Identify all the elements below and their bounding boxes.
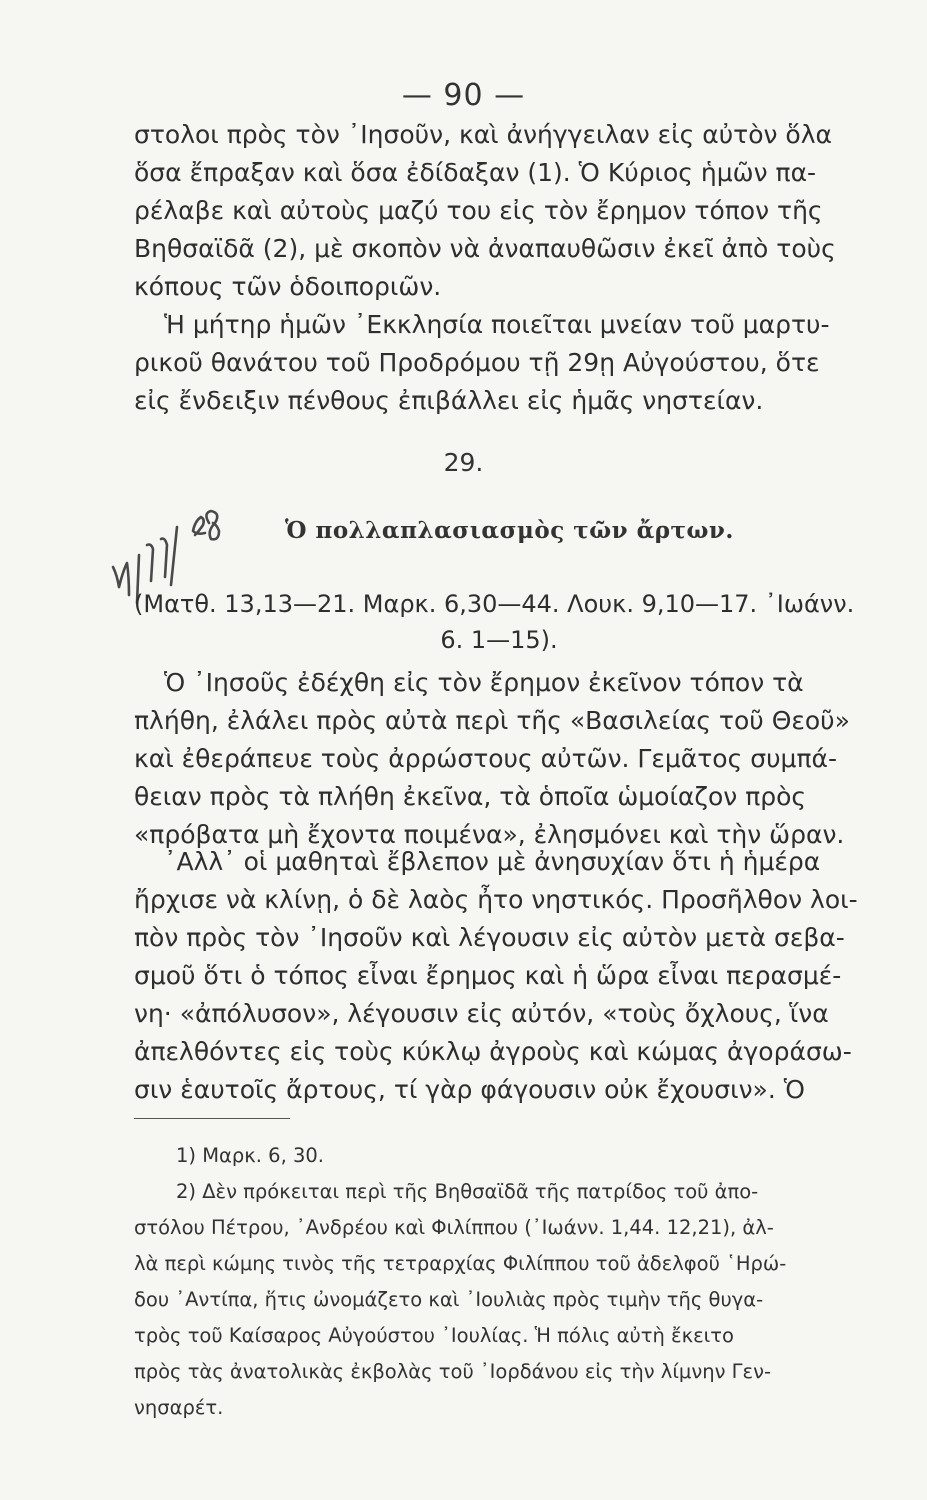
paragraph-4 bbox=[134, 843, 904, 1109]
section-number: 29. bbox=[443, 448, 484, 477]
text-line: θειαν πρὸς τὰ πλήθη ἐκεῖνα, τὰ ὁποῖα ὡμοίαζον πρὸς bbox=[134, 782, 807, 811]
paragraph-2 bbox=[134, 306, 904, 420]
footnote-2-line: νησαρέτ. bbox=[134, 1396, 224, 1419]
footnote-divider bbox=[134, 1118, 290, 1119]
text-line: σιν ἑαυτοῖς ἄρτους, τί γὰρ φάγουσιν οὐκ ἔχουσιν». Ὁ bbox=[134, 1075, 805, 1104]
text-line: ἤρχισε νὰ κλίνῃ, ὁ δὲ λαὸς ἦτο νηστικός. Προσῆλθον λοι- bbox=[134, 885, 858, 914]
text-line: κόπους τῶν ὁδοιποριῶν. bbox=[134, 272, 442, 301]
text-line: εἰς ἔνδειξιν πένθους ἐπιβάλλει εἰς ἡμᾶς νηστείαν. bbox=[134, 386, 764, 415]
text-line: «πρόβατα μὴ ἔχοντα ποιμένα», ἐλησμόνει καὶ τὴν ὥραν. bbox=[134, 820, 845, 849]
footnote-2-line: λὰ περὶ κώμης τινὸς τῆς τετραρχίας Φιλίππου τοῦ ἀδελφοῦ ῾Ηρώ- bbox=[134, 1252, 787, 1275]
text-line: Ἡ μήτηρ ἡμῶν ᾿Εκκλησία ποιεῖται μνείαν τοῦ μαρτυ- bbox=[164, 310, 830, 339]
text-line: καὶ ἐθεράπευε τοὺς ἀρρώστους αὐτῶν. Γεμᾶτος συμπά- bbox=[134, 744, 837, 773]
scripture-references bbox=[134, 586, 904, 658]
paragraph-1 bbox=[134, 116, 904, 306]
text-line: ἀπελθόντες εἰς τοὺς κύκλῳ ἀγροὺς καὶ κώμας ἀγοράσω- bbox=[134, 1037, 852, 1066]
footnote-1: 1) Μαρκ. 6, 30. bbox=[176, 1144, 324, 1167]
footnote-2-line: πρὸς τὰς ἀνατολικὰς ἐκβολὰς τοῦ ᾿Ιορδάνου εἰς τὴν λίμνην Γεν- bbox=[134, 1360, 772, 1383]
text-line: ᾿Αλλ᾿ οἱ μαθηταὶ ἔβλεπον μὲ ἀνησυχίαν ὅτι ἡ ἡμέρα bbox=[164, 847, 821, 876]
text-line: ὅσα ἔπραξαν καὶ ὅσα ἐδίδαξαν (1). Ὁ Κύριος ἡμῶν πα- bbox=[134, 158, 817, 187]
text-line: Ὁ ᾿Ιησοῦς ἐδέχθη εἰς τὸν ἔρημον ἐκεῖνον τόπον τὰ bbox=[164, 668, 804, 697]
footnote-2-line: 2) Δὲν πρόκειται περὶ τῆς Βηθσαϊδᾶ τῆς πατρίδος τοῦ ἀπο- bbox=[176, 1180, 759, 1203]
text-line: σμοῦ ὅτι ὁ τόπος εἶναι ἔρημος καὶ ἡ ὥρα εἶναι περασμέ- bbox=[134, 961, 842, 990]
text-line: ρικοῦ θανάτου τοῦ Προδρόμου τῇ 29ῃ Αὐγούστου, ὅτε bbox=[134, 348, 820, 377]
text-line: ρέλαβε καὶ αὐτοὺς μαζύ του εἰς τὸν ἔρημον τόπον τῆς bbox=[134, 196, 823, 225]
text-line: πὸν πρὸς τὸν ᾿Ιησοῦν καὶ λέγουσιν εἰς αὐτὸν μετὰ σεβα- bbox=[134, 923, 845, 952]
footnote-2-line: δου ᾿Αντίπα, ἥτις ὠνομάζετο καὶ ᾿Ιουλιὰς πρὸς τιμὴν τῆς θυγα- bbox=[134, 1288, 764, 1311]
text-line: πλήθη, ἐλάλει πρὸς αὐτὰ περὶ τῆς «Βασιλείας τοῦ Θεοῦ» bbox=[134, 706, 850, 735]
text-line: νη· «ἀπόλυσον», λέγουσιν εἰς αὐτόν, «τοὺς ὄχλους, ἵνα bbox=[134, 999, 829, 1028]
footnote-2-line: τρὸς τοῦ Καίσαρος Αὐγούστου ᾿Ιουλίας. Ἡ πόλις αὐτὴ ἔκειτο bbox=[134, 1324, 734, 1347]
references-line: 6. 1—15). bbox=[440, 626, 558, 654]
paragraph-3 bbox=[134, 664, 904, 854]
footnote-2-line: στόλου Πέτρου, ᾿Ανδρέου καὶ Φιλίππου (᾿Ιωάνν. 1,44. 12,21), ἀλ- bbox=[134, 1216, 774, 1239]
page-number: — 90 — bbox=[401, 78, 526, 113]
section-title: Ὁ πολλαπλασιασμὸς τῶν ἄρτων. bbox=[285, 517, 734, 544]
text-line: Βηθσαϊδᾶ (2), μὲ σκοπὸν νὰ ἀναπαυθῶσιν ἐκεῖ ἀπὸ τοὺς bbox=[134, 234, 836, 263]
footnotes bbox=[134, 1138, 909, 1426]
references-line: (Ματθ. 13,13—21. Μαρκ. 6,30—44. Λουκ. 9,10—17. ᾿Ιωάνν. bbox=[134, 590, 855, 618]
text-line: στολοι πρὸς τὸν ᾿Ιησοῦν, καὶ ἀνήγγειλαν εἰς αὐτὸν ὅλα bbox=[134, 120, 832, 149]
